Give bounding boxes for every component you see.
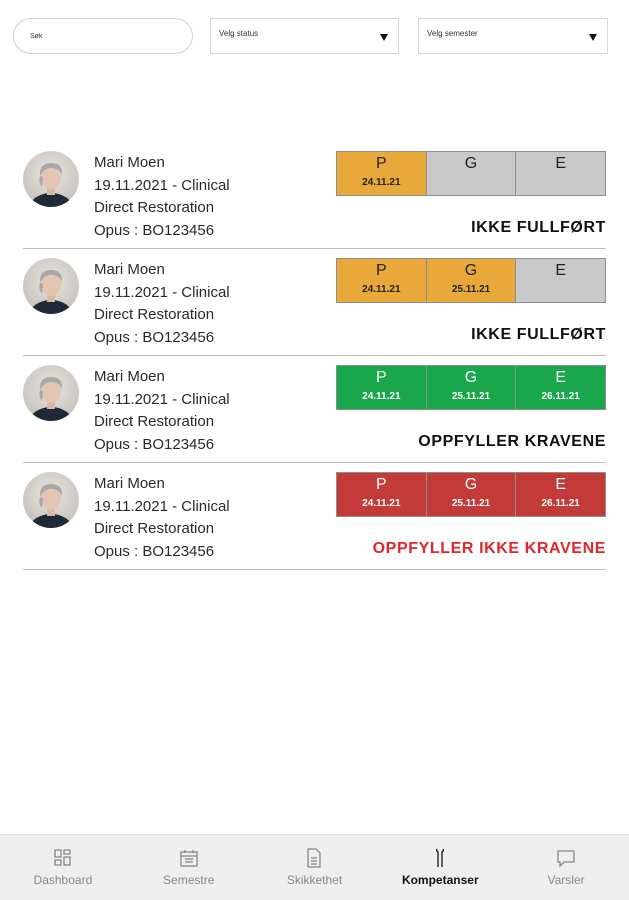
stage-date: 25.11.21 [451,391,491,402]
stage-date: 24.11.21 [362,498,401,509]
stage-letter: G [464,476,478,493]
stage-date: 24.11.21 [362,391,401,402]
stage-letter: E [555,155,567,172]
student-info [94,259,230,350]
stage-cell[interactable] [516,152,605,195]
student-info [94,473,230,564]
nav-label: Dashboard [33,873,93,887]
stage-letter: G [464,155,478,172]
stage-cell[interactable] [427,259,517,302]
search-input[interactable] [13,18,193,54]
stage-letter: E [555,369,567,386]
stage-cell[interactable] [337,259,427,302]
stage-letter: E [555,476,567,493]
document-icon [252,847,378,871]
student-date-course: 19.11.2021 - Clinical [94,283,230,301]
student-procedure: Direct Restoration [94,199,215,217]
stage-date: 26.11.21 [541,391,580,402]
list-item[interactable] [23,142,606,249]
stage-letter: G [464,369,478,386]
bottom-navigation [0,834,629,900]
list-item[interactable] [23,249,606,356]
student-procedure: Direct Restoration [94,306,215,324]
nav-label: Kompetanser [401,873,479,887]
stage-cell[interactable] [427,152,517,195]
avatar [23,472,79,528]
stage-cell[interactable] [337,366,427,409]
nav-item-varsler[interactable] [503,835,629,900]
stage-date: 24.11.21 [362,284,401,295]
status-select[interactable] [210,18,399,54]
dashboard-icon [0,847,126,871]
student-name: Mari Moen [94,475,165,492]
student-info [94,152,230,243]
filter-bar [13,18,608,56]
nav-item-kompetanser[interactable] [377,835,503,900]
student-procedure: Direct Restoration [94,413,215,431]
student-name: Mari Moen [94,368,165,385]
nav-item-skikkethet[interactable] [252,835,378,900]
nav-item-dashboard[interactable] [0,835,126,900]
stage-cell[interactable] [516,259,605,302]
student-info [94,366,230,457]
stage-letter: P [376,155,387,172]
status-badge: OPPFYLLER KRAVENE [418,433,606,450]
nav-label: Semestre [163,873,215,887]
student-opus: Opus : BO123456 [94,329,215,347]
status-badge: IKKE FULLFØRT [471,326,606,343]
student-procedure: Direct Restoration [94,520,215,538]
student-date-course: 19.11.2021 - Clinical [94,390,230,408]
stage-date: 24.11.21 [362,177,401,188]
stage-letter: G [464,262,478,279]
stage-progress [336,472,606,517]
stage-cell[interactable] [516,366,605,409]
status-select-label: Velg status [219,29,259,38]
stage-date: 25.11.21 [451,498,491,509]
stage-letter: E [555,262,567,279]
dropdown-arrow-icon [589,34,597,41]
student-name: Mari Moen [94,154,165,171]
stage-cell[interactable] [427,366,517,409]
stage-date: 26.11.21 [541,498,580,509]
stage-letter: P [376,476,387,493]
stage-cell[interactable] [337,473,427,516]
stage-date: 25.11.21 [451,284,491,295]
list-item[interactable] [23,463,606,570]
stage-progress [336,151,606,196]
semester-select-label: Velg semester [427,29,478,38]
stage-cell[interactable] [337,152,427,195]
status-badge: IKKE FULLFØRT [471,219,606,236]
avatar [23,151,79,207]
calendar-icon [126,847,252,871]
student-date-course: 19.11.2021 - Clinical [94,497,230,515]
stage-letter: P [376,369,387,386]
stage-cell[interactable] [427,473,517,516]
student-opus: Opus : BO123456 [94,436,215,454]
nav-label: Varsler [547,873,585,887]
nav-label: Skikkethet [286,873,343,887]
list-item[interactable] [23,356,606,463]
student-name: Mari Moen [94,261,165,278]
chat-bubble-icon [503,847,629,871]
student-opus: Opus : BO123456 [94,222,215,240]
nav-item-semestre[interactable] [126,835,252,900]
avatar [23,258,79,314]
avatar [23,365,79,421]
student-opus: Opus : BO123456 [94,543,215,561]
semester-select[interactable] [418,18,608,54]
stage-cell[interactable] [516,473,605,516]
stage-progress [336,258,606,303]
stage-letter: P [376,262,387,279]
dental-tools-icon [377,847,503,871]
student-date-course: 19.11.2021 - Clinical [94,176,230,194]
student-list [23,142,606,570]
stage-progress [336,365,606,410]
dropdown-arrow-icon [380,34,388,41]
status-badge: OPPFYLLER IKKE KRAVENE [372,540,606,557]
